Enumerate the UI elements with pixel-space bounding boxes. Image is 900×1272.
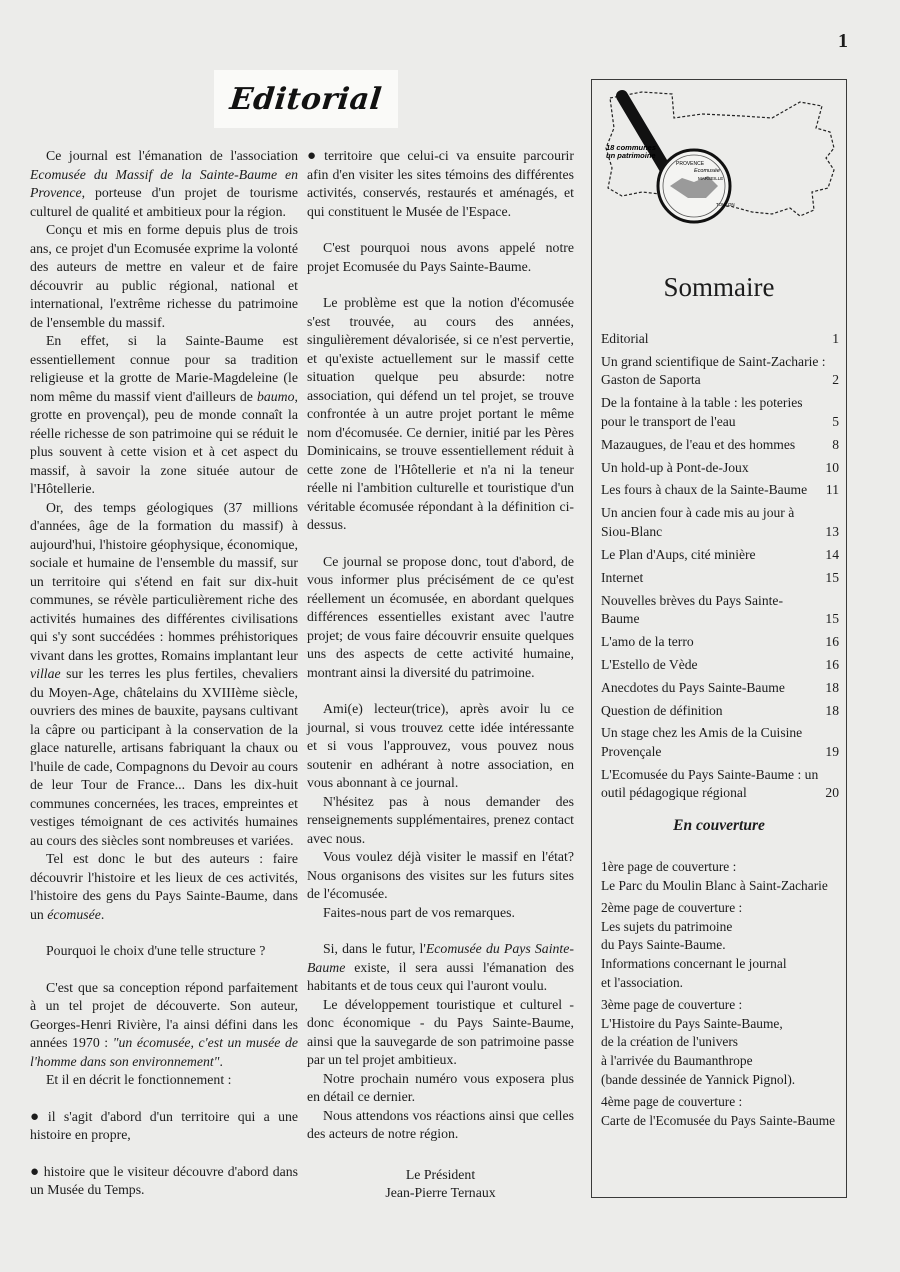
- middle-column-paragraph: Faites-nous part de vos remarques.: [323, 904, 515, 920]
- toc-entry-label: Le Plan d'Aups, cité minière: [601, 546, 756, 562]
- toc-entry-page: 15: [825, 611, 839, 627]
- toc-entry-label: Nouvelles brèves du Pays Sainte-Baume: [601, 592, 783, 627]
- page-title: Editorial: [228, 81, 384, 117]
- middle-column-paragraph: Nous attendons vos réactions ainsi que celles des acteurs de notre région.: [307, 1107, 574, 1141]
- middle-column-paragraph: C'est pourquoi nous avons appelé notre projet Ecomusée du Pays Sainte-Baume.: [307, 240, 574, 274]
- editorial-header: [214, 70, 398, 128]
- toc-entry-label: Les fours à chaux de la Sainte-Baume: [601, 482, 808, 498]
- middle-column-paragraph: Vous voulez déjà visiter le massif en l'état? Nous organisons des visites sur les futurs sites de l'écomusée.: [307, 849, 574, 901]
- toc-entry: [601, 679, 839, 698]
- toc-entry-page: 14: [825, 546, 839, 562]
- editorial-middle-column: [307, 147, 574, 1202]
- cover-item-line: Carte de l'Ecomusée du Pays Sainte-Baume: [601, 1112, 836, 1128]
- toc-entry-label: Un stage chez les Amis de la Cuisine Provençale: [601, 725, 803, 759]
- map-city-label: TOULON: [716, 202, 735, 207]
- cover-item-heading: 2ème page de couverture :: [601, 900, 743, 916]
- editorial-left-column: [30, 147, 298, 1200]
- left-column-paragraph: C'est que sa conception répond parfaitement à un tel projet de découverte. Son auteur, Georges-Henri Rivière, l'a ainsi défini dans les années 1970 : "un écomusée, c'est un musée de l'homme dans son environnement".: [30, 979, 299, 1069]
- middle-column-paragraph: Si, dans le futur, l'Ecomusée du Pays Sainte-Baume existe, il sera aussi l'émanation des habitants et de tous ceux qui l'auront voulu.: [307, 941, 574, 993]
- toc-entry-page: 16: [825, 633, 839, 649]
- cover-item: [601, 899, 840, 992]
- toc-entry: [601, 459, 839, 478]
- toc-entry: [601, 656, 839, 675]
- cover-item-line: à l'arrivée du Baumanthrope: [601, 1052, 753, 1068]
- left-column-paragraph: Pourquoi le choix d'une telle structure ?: [46, 943, 266, 958]
- left-column-paragraph: ● histoire que le visiteur découvre d'abord dans un Musée du Temps.: [30, 1163, 298, 1197]
- toc-entry-label: L'amo de la terro: [601, 633, 694, 649]
- signature-role: Le Président: [405, 1166, 476, 1182]
- toc-entry: [601, 569, 839, 588]
- cover-item: [601, 1093, 840, 1130]
- sommaire-sidebar: [591, 79, 847, 1198]
- toc-entry-page: 8: [832, 436, 839, 452]
- map-region-label: PROVENCE: [676, 161, 705, 167]
- toc-entry-page: 5: [832, 413, 839, 429]
- toc-entry-page: 15: [825, 569, 839, 585]
- cover-item-heading: 1ère page de couverture :: [601, 859, 737, 874]
- signature-name: Jean-Pierre Ternaux: [385, 1184, 496, 1200]
- left-column-paragraph: Ce journal est l'émanation de l'association Ecomusée du Massif de la Sainte-Baume en Provence, porteuse d'un projet de tourisme culturel de qualité et ambitieux pour la région.: [30, 148, 298, 219]
- sommaire-title: Sommaire: [663, 272, 775, 302]
- cover-item-heading: 3ème page de couverture :: [601, 997, 743, 1013]
- page-number: 1: [838, 30, 848, 52]
- left-column-paragraph: Tel est donc le but des auteurs : faire découvrir l'histoire et les lieux de ces activités, l'histoire des gens du Pays Sainte-Baume, dans un écomusée.: [30, 851, 298, 922]
- cover-item-line: de la création de l'univers: [601, 1034, 739, 1050]
- toc-entry-page: 19: [825, 743, 839, 759]
- middle-column-paragraph: Ce journal se propose donc, tout d'abord, de vous informer plus précisément de ce qu'est réellement un écomusée, en abordant quelques différences essentielles existant avec l'autre projet; de vous faire découvrir ensuite quelques uns des aspects de cette activité humaine, montrant ainsi la diversité du patrimoine.: [307, 553, 574, 680]
- left-column-paragraph: Et il en décrit le fonctionnement :: [46, 1072, 232, 1087]
- toc-entry: [601, 394, 839, 431]
- toc-entry-label: Un grand scientifique de Saint-Zacharie : Gaston de Saporta: [601, 353, 826, 388]
- toc-entry-page: 18: [825, 702, 839, 718]
- toc-entry-page: 18: [825, 679, 839, 695]
- toc-entry-page: 16: [825, 656, 839, 672]
- toc-entry: [601, 330, 839, 349]
- toc-entry: [601, 481, 839, 500]
- toc-entry-label: Editorial: [601, 331, 649, 346]
- bullet-icon: ●: [30, 1163, 40, 1180]
- cover-item-line: Les sujets du patrimoine: [601, 918, 733, 934]
- cover-item-line: Informations concernant le journal: [601, 955, 787, 971]
- map-tagline-2: un patrimoine: [606, 151, 656, 160]
- toc-entry: [601, 546, 839, 565]
- toc-entry-label: Un hold-up à Pont-de-Joux: [601, 459, 749, 475]
- middle-column-paragraph: Ami(e) lecteur(trice), après avoir lu ce journal, si vous trouvez cette idée intéressante et si vous l'approuvez, vous pouvez nous soutenir en adhérant à notre association, en vous abonnant à ce journal.: [307, 701, 574, 790]
- cover-item-heading: 4ème page de couverture :: [601, 1094, 743, 1110]
- toc-entry-label: Anecdotes du Pays Sainte-Baume: [601, 679, 785, 695]
- map-city2-label: MARSEILLE: [698, 176, 724, 181]
- toc-entry-label: De la fontaine à la table : les poteries pour le transport de l'eau: [601, 395, 803, 429]
- toc-entry-label: Question de définition: [601, 702, 723, 718]
- cover-title: En couverture: [673, 817, 765, 834]
- toc-entry-label: L'Ecomusée du Pays Sainte-Baume : un outil pédagogique régional: [601, 766, 819, 801]
- toc-entry-label: Mazaugues, de l'eau et des hommes: [601, 436, 796, 452]
- cover-list: [601, 858, 840, 1134]
- left-column-paragraph: Or, des temps géologiques (37 millions d'années, âge de la formation du massif) à aujourd'hui, l'histoire géophysique, économique, sociale et humaine de l'ensemble du massif, sur un territoire qui s'étend en fait sur dix-huit communes, se révèle particulièrement riche des activités humaines des différentes civilisations qui s'y sont succédées : hommes préhistoriques vivant dans les grottes, Romains implantant leur villae sur les terres les plus fertiles, chevaliers du Moyen-Age, châtelains du XVIIIème siècle, ouvriers des mines de bauxite, paysans cultivant la câpre ou participant à la conservation de la glace naturelle, artisans fabriquant la chaux ou l'huile de cade, Compagnons du Devoir au cours de leur Tour de France... Dans les dix-huit communes concernées, les traces, empreintes et vestiges témoignant de ces activités humaines au cours des siècles sont nombreuses et variées.: [30, 499, 298, 848]
- cover-item: [601, 996, 840, 1089]
- middle-column-paragraph: N'hésitez pas à nous demander des renseignements supplémentaires, prenez contact avec nous.: [307, 793, 574, 846]
- toc-entry-page: 10: [825, 459, 839, 475]
- toc-entry: [601, 592, 839, 629]
- cover-item-line: et l'association.: [601, 974, 683, 990]
- cover-item-line: (bande dessinée de Yannick Pignol).: [601, 1071, 796, 1087]
- toc-entry: [601, 766, 839, 803]
- toc-entry-page: 13: [825, 523, 839, 539]
- middle-column-paragraph: Le développement touristique et culturel - donc économique - du Pays Sainte-Baume, ainsi que la sauvegarde de son patrimoine passe par un tel projet ambitieux.: [307, 996, 574, 1067]
- cover-item-line: L'Histoire du Pays Sainte-Baume,: [601, 1015, 783, 1031]
- toc-entry-label: Internet: [601, 569, 644, 585]
- left-column-paragraph: ● il s'agit d'abord d'un territoire qui a une histoire en propre,: [30, 1108, 299, 1142]
- bullet-icon: ●: [30, 1108, 44, 1125]
- toc-entry-label: L'Estello de Vède: [601, 656, 698, 672]
- middle-column-paragraph: ● territoire que celui-ci va ensuite parcourir afin d'en visiter les sites témoins des différentes activités, conservés, restaurés et aménagés, et qui constituent le Musée de l'Espace.: [307, 148, 574, 219]
- middle-column-paragraph: Le problème est que la notion d'écomusée s'est trouvée, au cours des années, singulièrement dévalorisée, si ce n'est pervertie, et qu'existe actuellement sur le massif cette situation quelque peu absurde: notre association, qui défend un tel projet, se trouve confrontée à un autre projet portant le même nom d'écomusée. Ce dernier, initié par les Pères Dominicains, se trouve essentiellement réduit à cette zone de l'Hôtellerie et n'a ni la teneur réelle ni l'ambition culturelle et touristique d'un véritable écomusée répondant à la définition ci-dessus.: [307, 295, 574, 532]
- toc-entry-page: 20: [825, 785, 839, 801]
- toc-entry: [601, 436, 839, 455]
- cover-item-line: du Pays Sainte-Baume.: [601, 937, 726, 953]
- map-tagline-1: 18 communes: [606, 143, 657, 152]
- toc-entry: [601, 504, 839, 541]
- toc-entry: [601, 724, 839, 761]
- toc-entry-page: 2: [832, 372, 839, 388]
- signature: [307, 1166, 574, 1202]
- toc-entry-page: 11: [825, 482, 839, 498]
- table-of-contents: [601, 330, 839, 807]
- toc-entry-label: Un ancien four à cade mis au jour à Siou-Blanc: [601, 505, 795, 539]
- left-column-paragraph: En effet, si la Sainte-Baume est essentiellement connue pour sa tradition religieuse et la grotte de Marie-Magdeleine (le nom même du massif vient d'ailleurs de baumo, grotte en provençal), peu de monde connaît la réelle richesse de son patrimoine qui se réduit le plus souvent à cette vision et à cet aspect du massif, à savoir la zone située autour de l'Hôtellerie.: [30, 333, 298, 496]
- toc-entry: [601, 353, 839, 390]
- middle-column-paragraph: Notre prochain numéro vous exposera plus en détail ce dernier.: [307, 1070, 574, 1104]
- toc-entry: [601, 633, 839, 652]
- left-column-paragraph: Conçu et mis en forme depuis plus de trois ans, ce projet d'un Ecomusée exprime la volonté des auteurs de mettre en valeur et de faire découvrir au public régional, national et international, l'extrême richesse du patrimoine de l'ensemble du massif.: [30, 222, 298, 330]
- bullet-icon: ●: [307, 148, 321, 164]
- toc-entry-page: 1: [832, 331, 839, 346]
- toc-entry: [601, 702, 839, 721]
- region-map-logo: [602, 88, 838, 238]
- cover-item-line: Le Parc du Moulin Blanc à Saint-Zacharie: [601, 877, 828, 893]
- cover-item: [601, 858, 840, 895]
- map-badge-label: Ecomusée: [694, 168, 720, 174]
